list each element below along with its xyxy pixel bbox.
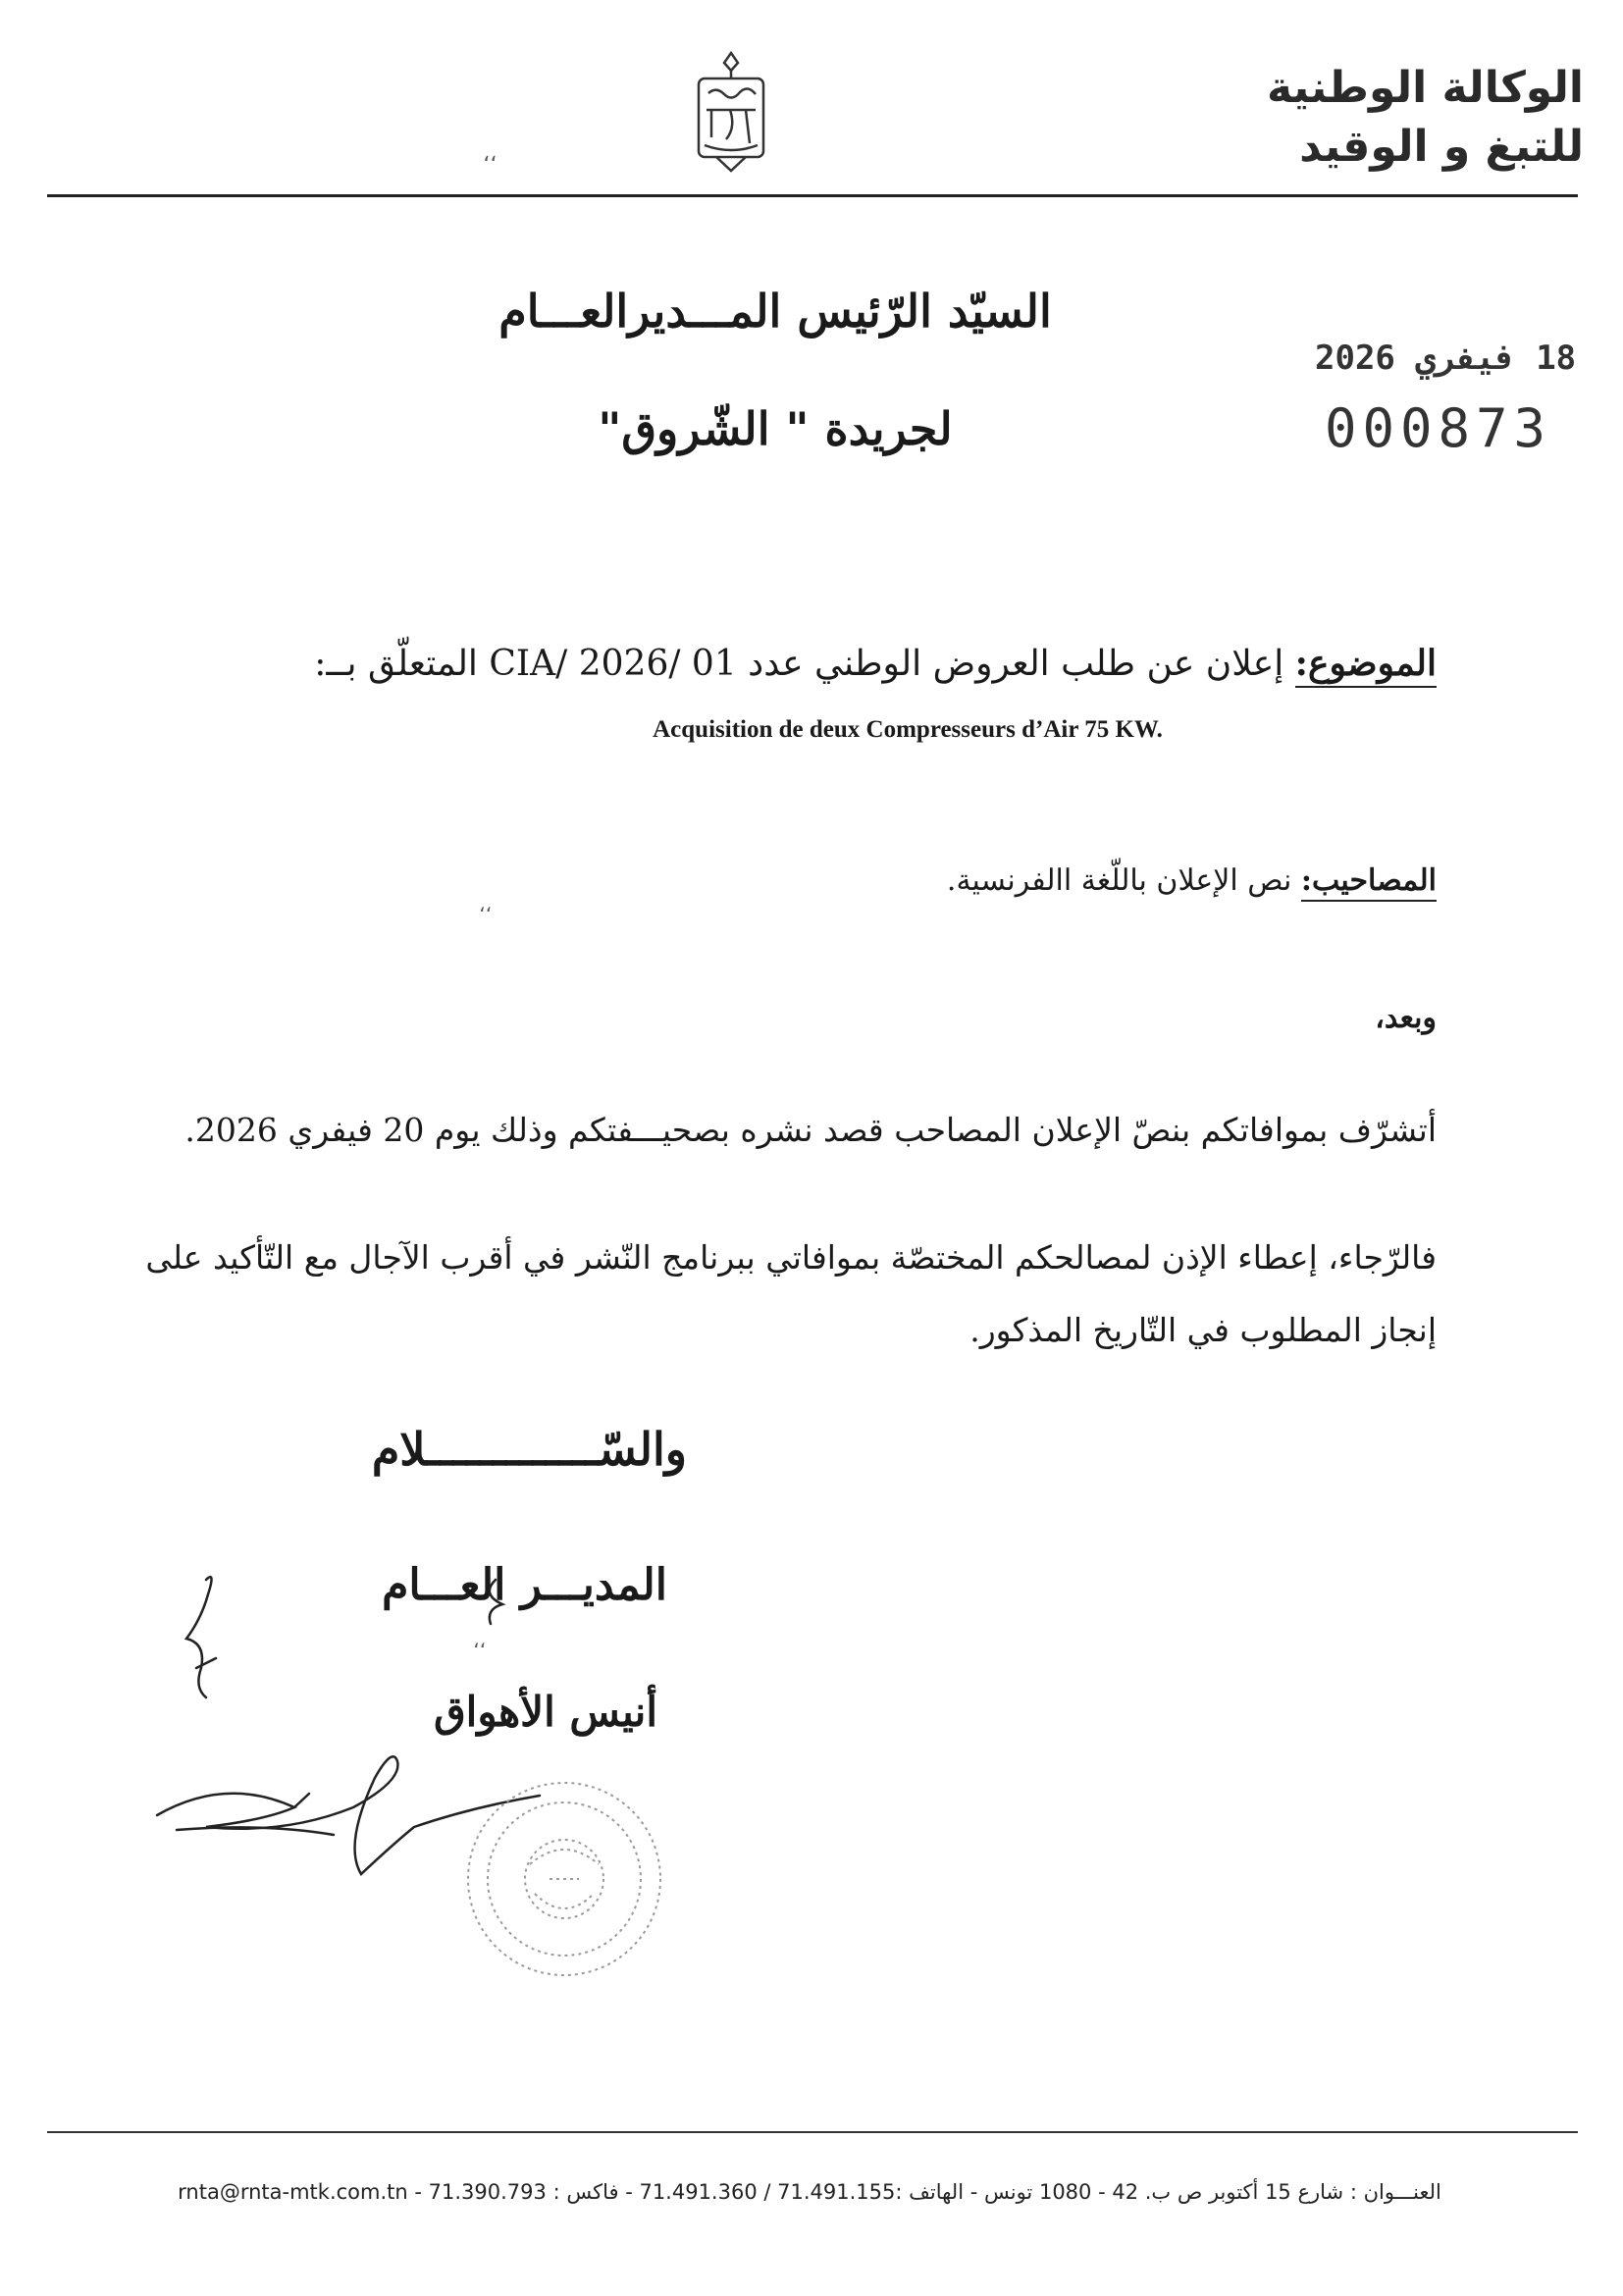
subject-line bbox=[210, 643, 1437, 684]
margin-mark: ،، bbox=[483, 142, 497, 167]
recipient-title: السيّد الرّئيس المـــديرالعـــام bbox=[498, 285, 1052, 338]
margin-mark: ،، bbox=[473, 1629, 486, 1652]
attachments-label: المصاحيب: bbox=[1301, 863, 1437, 902]
body-paragraph-1: أتشرّف بموافاتكم بنصّ الإعلان المصاحب قصد نشره بصحيـــفتكم وذلك يوم 20 فيفري 2026. bbox=[184, 1111, 1437, 1149]
subject-text: إعلان عن طلب العروض الوطني عدد 01 /CIA/ 2026 المتعلّق بــ: bbox=[314, 644, 1284, 684]
body-paragraph-2: فالرّجاء، إعطاء الإذن لمصالحكم المختصّة بموافاتي ببرنامج النّشر في أقرب الآجال مع التّأكيد على إنجاز المطلوب في التّاريخ المذكور. bbox=[145, 1238, 1437, 1349]
attachments-text: نص الإعلان باللّغة االفرنسية. bbox=[946, 863, 1292, 898]
margin-mark: ،، bbox=[479, 893, 492, 916]
subject-label: الموضوع: bbox=[1295, 643, 1437, 688]
header-divider bbox=[47, 194, 1578, 197]
signer-title: المديـــر العـــام bbox=[382, 1560, 667, 1610]
reference-number: 000873 bbox=[1325, 397, 1552, 459]
attachments-line bbox=[259, 863, 1437, 898]
subject-french: Acquisition de deux Compresseurs d’Air 75 KW. bbox=[653, 716, 1163, 743]
date-stamp: 18 فيفري 2026 bbox=[1315, 339, 1577, 378]
organization-name-line1: الوكالة الوطنية bbox=[1266, 63, 1584, 113]
organization-logo-icon bbox=[687, 49, 775, 177]
greeting: وبعد، bbox=[1375, 1001, 1437, 1035]
official-seal-icon bbox=[461, 1776, 667, 1982]
recipient-newspaper: لجريدة " الشّروق" bbox=[598, 402, 953, 455]
footer-divider bbox=[47, 2131, 1578, 2133]
signer-name: أنيس الأهواق bbox=[434, 1688, 657, 1736]
organization-name bbox=[1073, 59, 1584, 177]
footer-address: العنـــوان : شارع 15 أكتوبر ص ب. 42 - 1080 تونس - الهاتف :71.491.155 / 71.491.360 - فاكس : 71.390.793 - rnta@rnta-mtk.com.tn bbox=[178, 2180, 1441, 2204]
closing-salutation: والسّـــــــــــــلام bbox=[371, 1423, 687, 1476]
organization-name-line2: للتبغ و الوقيد bbox=[1299, 122, 1584, 172]
